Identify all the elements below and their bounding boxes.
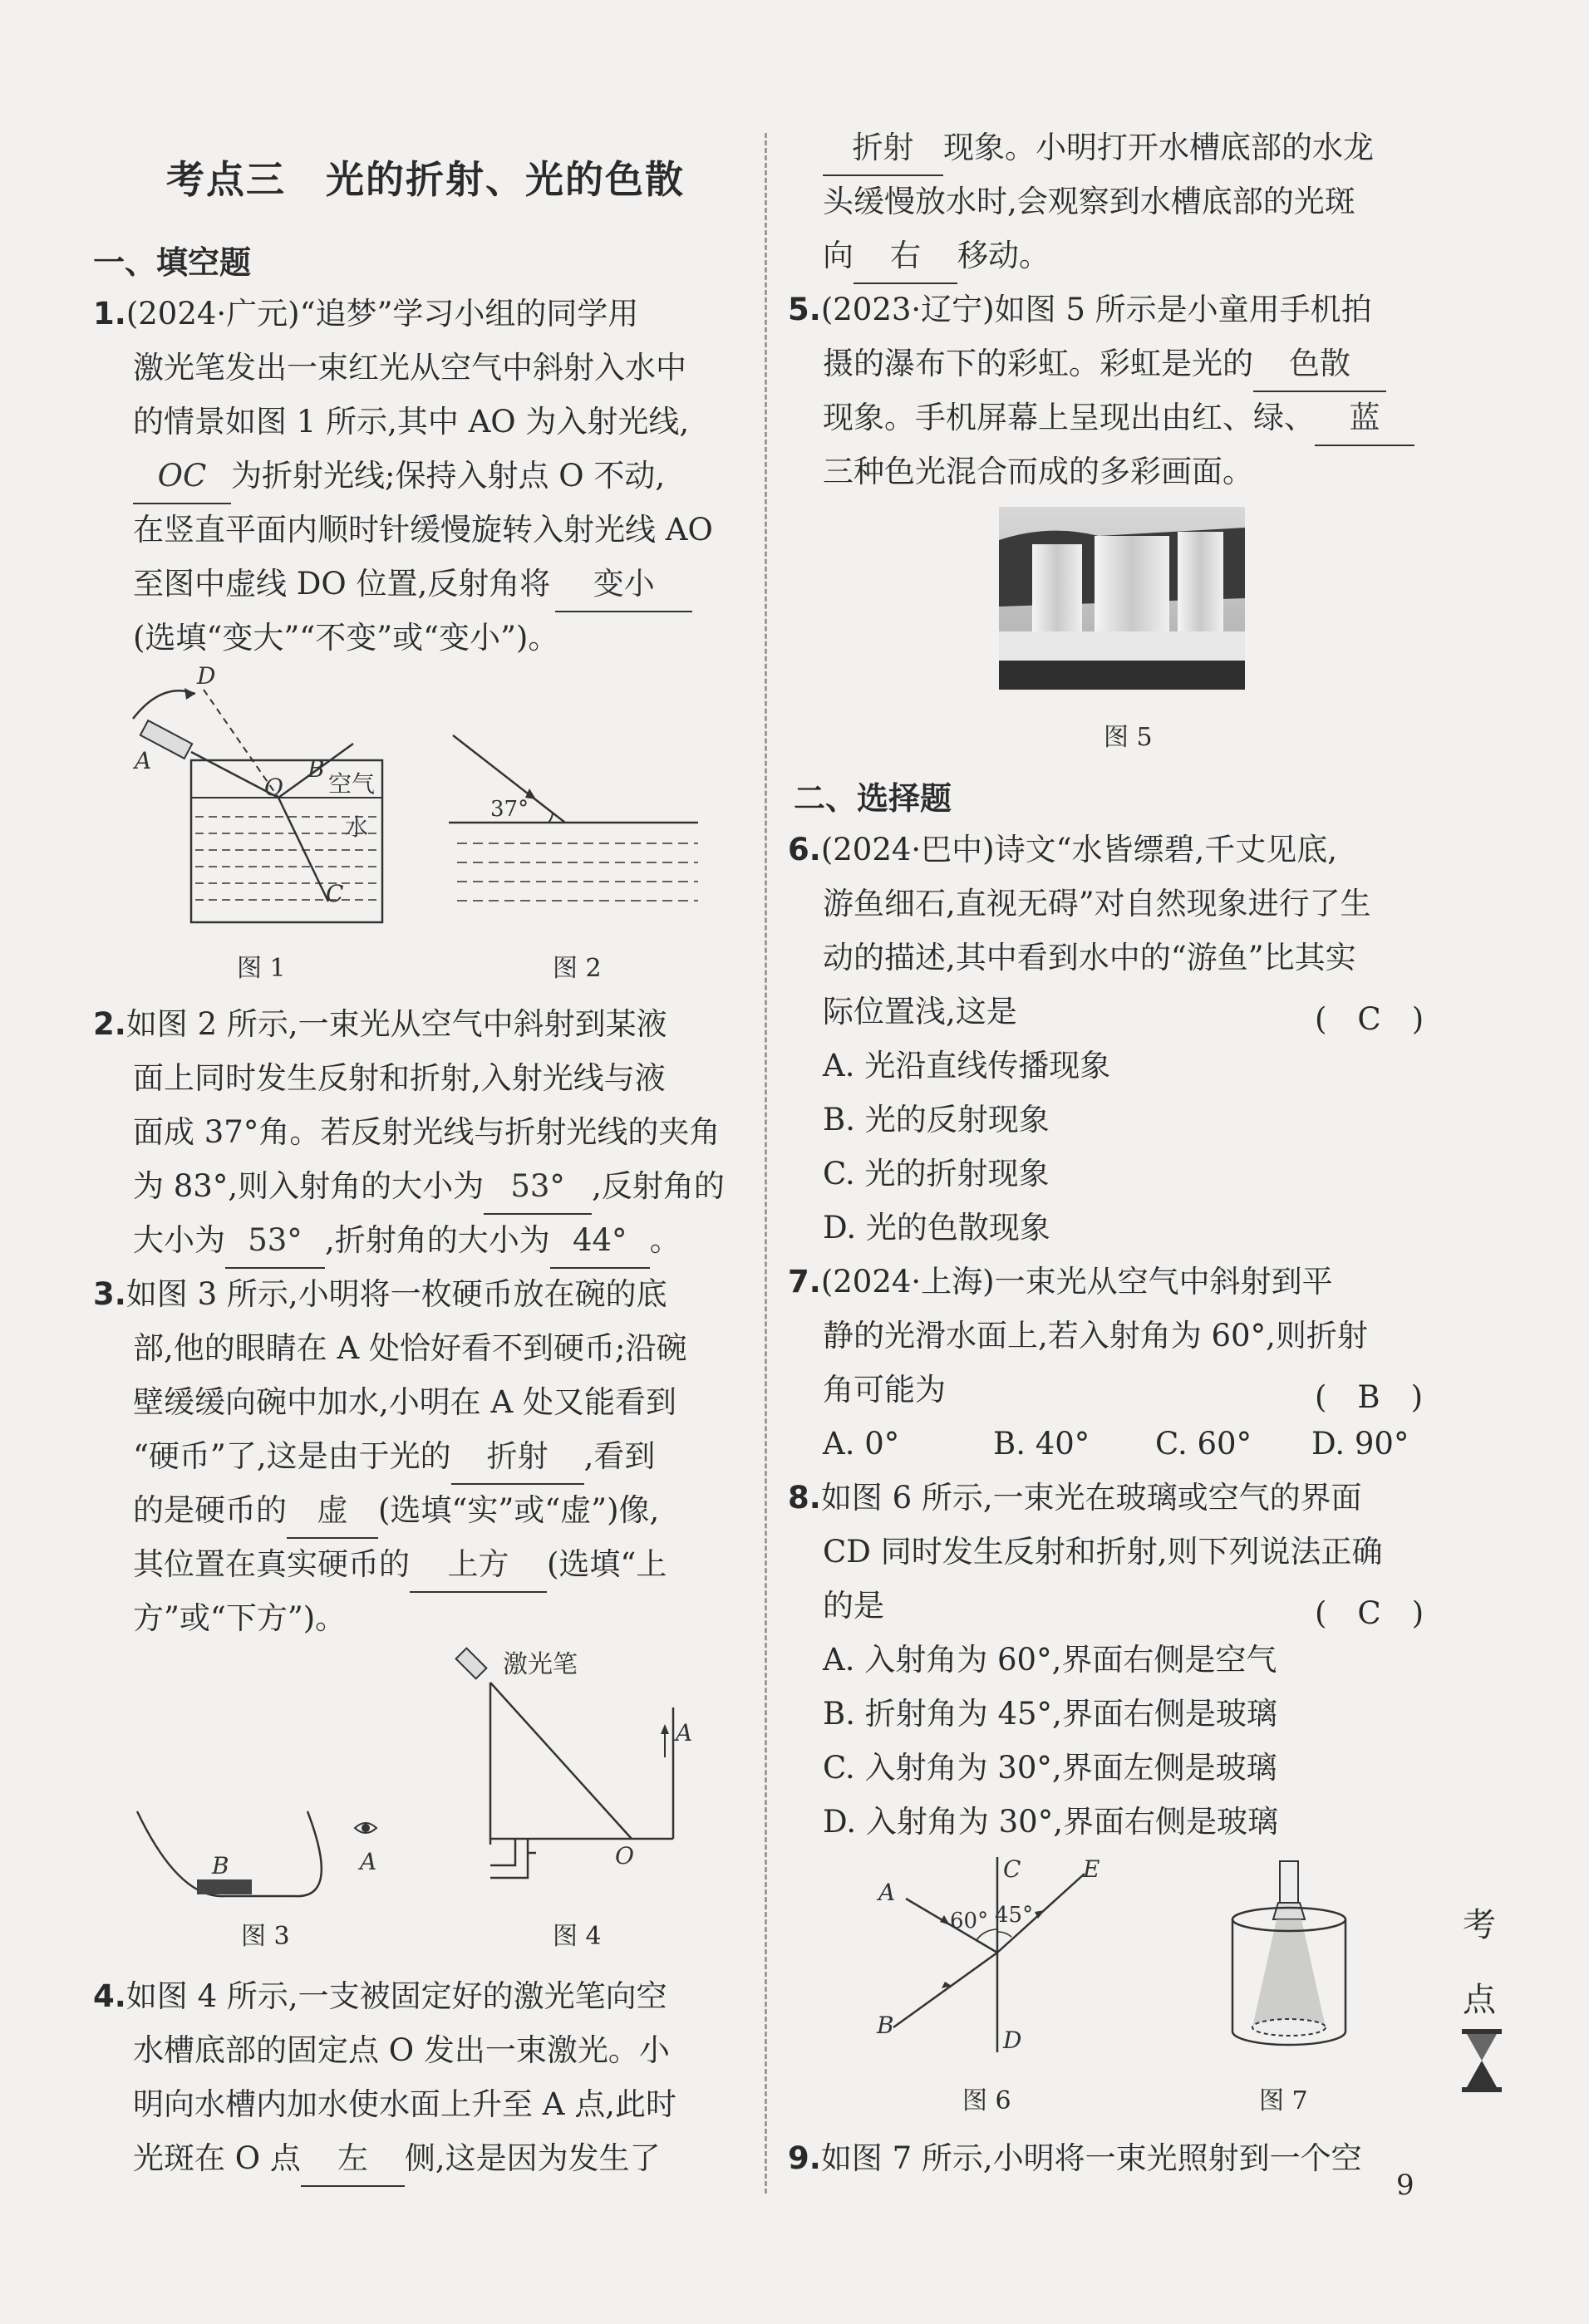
angle-37-label: 37° — [490, 797, 529, 822]
q2-answer-3: 44° — [550, 1213, 650, 1269]
page-number: 9 — [1396, 2169, 1414, 2202]
question-9 — [788, 2131, 1362, 2185]
q2-line3: 面成 37°角。若反射光线与折射光线的夹角 — [133, 1114, 721, 1150]
q3-line5b: (选填“实”或“虚”)像, — [378, 1492, 660, 1528]
q5-line4: 三种色光混合而成的多彩画面。 — [823, 454, 1253, 489]
q1-answer-1: OC — [133, 449, 231, 504]
q7-option-b: B. 40° — [993, 1426, 1090, 1462]
figure-4-diagram — [453, 1641, 702, 1899]
light-beam — [1252, 1919, 1326, 2027]
q2-line5a: 大小为 — [133, 1222, 225, 1258]
q2-line4a: 为 83°,则入射角的大小为 — [133, 1168, 485, 1204]
label-B: B — [212, 1852, 229, 1879]
q1-line3: 的情景如图 1 所示,其中 AO 为入射光线, — [133, 404, 690, 440]
question-number: 3. — [93, 1276, 126, 1312]
q8-option-b: B. 折射角为 45°,界面右侧是玻璃 — [823, 1696, 1277, 1732]
label-B: B — [307, 755, 325, 783]
q4-answer-2: 折射 — [823, 120, 943, 176]
q7-line3: 角可能为 — [823, 1372, 946, 1408]
q6-option-d: D. 光的色散现象 — [823, 1210, 1050, 1246]
page-title: 考点三 光的折射、光的色散 — [166, 157, 685, 202]
q8-line2: CD 同时发生反射和折射,则下列说法正确 — [823, 1534, 1383, 1570]
question-number: 9. — [788, 2140, 821, 2176]
q3-line2: 部,他的眼睛在 A 处恰好看不到硬币;沿碗 — [133, 1330, 687, 1366]
q3-line5a: 的是硬币的 — [133, 1492, 287, 1528]
section-choice-heading: 二、选择题 — [794, 780, 952, 817]
angle-60-label: 60° — [950, 1909, 989, 1933]
q8-option-a: A. 入射角为 60°,界面右侧是空气 — [823, 1642, 1277, 1678]
laser-beam — [490, 1683, 632, 1839]
eye-icon — [355, 1823, 376, 1833]
q7-answer: ( B ) — [1315, 1379, 1424, 1415]
label-O: O — [264, 774, 283, 801]
q2-line2: 面上同时发生反射和折射,入射光线与液 — [133, 1060, 666, 1096]
label-C: C — [326, 880, 344, 907]
q3-line6b: (选填“上 — [547, 1546, 667, 1582]
q5-answer-2: 蓝 — [1315, 391, 1414, 446]
label-A: A — [135, 747, 152, 774]
q7-option-a: A. 0° — [823, 1426, 900, 1462]
q1-line5: 在竖直平面内顺时针缓慢旋转入射光线 AO — [133, 512, 713, 548]
q8-line3: 的是 — [823, 1588, 884, 1624]
q8-option-d: D. 入射角为 30°,界面右侧是玻璃 — [823, 1804, 1278, 1840]
q3-line4a: “硬币”了,这是由于光的 — [133, 1438, 451, 1474]
q2-line5b: ,折射角的大小为 — [325, 1222, 550, 1258]
q2-line5c: 。 — [649, 1222, 681, 1258]
q1-line6: 至图中虚线 DO 位置,反射角将 — [133, 566, 551, 602]
q7-line2: 静的光滑水面上,若入射角为 60°,则折射 — [823, 1318, 1368, 1354]
q4-line4b: 侧,这是因为发生了 — [404, 2140, 661, 2176]
q1-line1: (2024·广元)“追梦”学习小组的同学用 — [125, 296, 639, 332]
q6-option-a: A. 光沿直线传播现象 — [823, 1048, 1111, 1083]
q2-line4b: ,反射角的 — [592, 1168, 725, 1204]
question-number: 7. — [788, 1264, 821, 1300]
question-number: 5. — [788, 292, 821, 327]
label-A: A — [878, 1879, 896, 1906]
label-D: D — [197, 662, 216, 690]
q3-line3: 壁缓缓向碗中加水,小明在 A 处又能看到 — [133, 1384, 677, 1420]
q6-line4: 际位置浅,这是 — [823, 994, 1017, 1029]
figure-3-caption: 图 3 — [241, 1922, 290, 1951]
q6-line3: 动的描述,其中看到水中的“游鱼”比其实 — [823, 940, 1356, 975]
label-E: E — [1083, 1855, 1100, 1883]
faucet — [490, 1839, 536, 1878]
label-water: 水 — [345, 813, 369, 841]
label-air: 空气 — [328, 770, 376, 798]
q4-line1: 如图 4 所示,一支被固定好的激光笔向空 — [125, 1978, 667, 2014]
q4-line6: 头缓慢放水时,会观察到水槽底部的光斑 — [823, 184, 1355, 219]
q2-line1: 如图 2 所示,一束光从空气中斜射到某液 — [125, 1006, 667, 1042]
angle-45-label: 45° — [995, 1903, 1034, 1928]
q8-line1: 如图 6 所示,一束光在玻璃或空气的界面 — [820, 1480, 1362, 1516]
q4-line2: 水槽底部的固定点 O 发出一束激光。小 — [133, 2032, 670, 2068]
figure-6-diagram — [868, 1849, 1118, 2065]
ray-B — [893, 1953, 997, 2027]
q1-line2: 激光笔发出一束红光从空气中斜射入水中 — [133, 350, 686, 386]
q4-line4a: 光斑在 O 点 — [133, 2140, 301, 2176]
q6-answer: ( C ) — [1315, 1001, 1424, 1037]
figure-1-caption: 图 1 — [237, 954, 286, 983]
question-number: 8. — [788, 1480, 821, 1516]
figure-2-diagram — [449, 731, 706, 922]
label-laser-pen: 激光笔 — [503, 1650, 578, 1679]
q2-answer-1: 53° — [484, 1159, 592, 1215]
q3-line4b: ,看到 — [583, 1438, 656, 1474]
section-fill-in-heading: 一、填空题 — [93, 244, 252, 281]
q3-answer-1: 折射 — [451, 1429, 584, 1485]
q7-option-c: C. 60° — [1155, 1426, 1252, 1462]
laser-pen-icon — [456, 1648, 487, 1679]
figure-3-diagram — [129, 1737, 403, 1911]
q6-option-c: C. 光的折射现象 — [823, 1156, 1050, 1191]
hourglass-icon — [1459, 2027, 1505, 2094]
figure-4-caption: 图 4 — [553, 1922, 602, 1951]
figure-6-caption: 图 6 — [962, 2086, 1011, 2115]
q7-option-d: D. 90° — [1311, 1426, 1409, 1462]
q4-line3: 明向水槽内加水使水面上升至 A 点,此时 — [133, 2086, 677, 2122]
label-O: O — [615, 1842, 634, 1870]
label-A: A — [360, 1848, 377, 1875]
q5-answer-1: 色散 — [1253, 337, 1386, 392]
q8-option-c: C. 入射角为 30°,界面左侧是玻璃 — [823, 1750, 1277, 1786]
q4-answer-1: 左 — [301, 2131, 405, 2187]
question-number: 6. — [788, 832, 821, 867]
column-divider — [765, 133, 767, 2194]
figure-7-caption: 图 7 — [1259, 2086, 1308, 2115]
question-number: 1. — [93, 296, 126, 332]
figure-5-caption: 图 5 — [1104, 723, 1153, 752]
figure-1-diagram — [116, 661, 399, 935]
q3-answer-3: 上方 — [410, 1537, 547, 1593]
label-A: A — [676, 1719, 693, 1747]
q6-line1: (2024·巴中)诗文“水皆缥碧,千丈见底, — [820, 832, 1338, 867]
side-tab-char-2: 点 — [1463, 1981, 1496, 2019]
q1-answer-2: 变小 — [555, 557, 692, 612]
q6-option-b: B. 光的反射现象 — [823, 1102, 1050, 1137]
q5-line1: (2023·辽宁)如图 5 所示是小童用手机拍 — [820, 292, 1372, 327]
question-number: 2. — [93, 1006, 126, 1042]
q5-line3: 现象。手机屏幕上呈现出由红、绿、 — [823, 400, 1315, 435]
q9-line1: 如图 7 所示,小明将一束光照射到一个空 — [820, 2140, 1362, 2176]
q1-line7: (选填“变大”“不变”或“变小”)。 — [133, 620, 559, 656]
q5-line2: 摄的瀑布下的彩虹。彩虹是光的 — [823, 346, 1253, 381]
q7-line1: (2024·上海)一束光从空气中斜射到平 — [820, 1264, 1333, 1300]
q4-answer-3: 右 — [854, 228, 957, 284]
q3-answer-2: 虚 — [287, 1483, 378, 1539]
q3-line1: 如图 3 所示,小明将一枚硬币放在碗的底 — [125, 1276, 667, 1312]
label-C: C — [1003, 1855, 1021, 1883]
q6-line2: 游鱼细石,直视无碍”对自然现象进行了生 — [823, 886, 1371, 921]
q1-line4: 为折射光线;保持入射点 O 不动, — [231, 458, 666, 494]
figure-2-caption: 图 2 — [553, 954, 602, 983]
label-B: B — [877, 2012, 894, 2039]
q2-answer-2: 53° — [225, 1213, 325, 1269]
question-number: 4. — [93, 1978, 126, 2014]
coin — [197, 1879, 252, 1894]
side-tab-char-1: 考 — [1463, 1906, 1496, 1944]
q4-line7a: 向 — [823, 238, 854, 273]
label-D: D — [1003, 2027, 1022, 2054]
q4-line7b: 移动。 — [957, 238, 1050, 273]
q4-line5: 现象。小明打开水槽底部的水龙 — [943, 130, 1374, 165]
figure-7-diagram — [1213, 1857, 1380, 2056]
q3-line6a: 其位置在真实硬币的 — [133, 1546, 410, 1582]
q3-line7: 方”或“下方”)。 — [133, 1600, 347, 1636]
q8-answer: ( C ) — [1315, 1595, 1424, 1631]
figure-5-waterfall-photo — [999, 507, 1245, 690]
